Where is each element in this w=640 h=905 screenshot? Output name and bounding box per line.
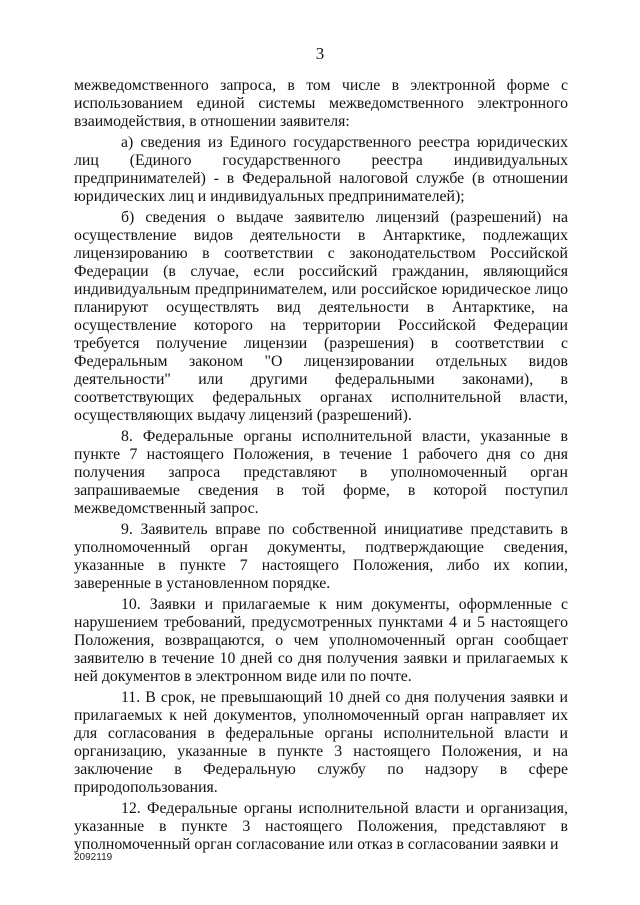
paragraph-10: 10. Заявки и прилагаемые к ним документы, оформленные с нарушением требований, предусмотренных пунктами 4 и 5 настоящего Положения, возвращаются, о чем уполномоченный орган сообщает заявителю в течение 10 дней со дня получения заявки и прилагаемых к ней документов в электронном виде или по почте.: [74, 596, 568, 685]
paragraph-item-a: а) сведения из Единого государственного реестра юридических лиц (Единого государственного реестра индивидуальных предпринимателей) - в Федеральной налоговой службе (в отношении юридических лиц и индивидуальных предпринимателей);: [74, 134, 568, 205]
paragraph-continuation: межведомственного запроса, в том числе в электронной форме с использованием единой системы межведомственного электронного взаимодействия, в отношении заявителя:: [74, 77, 568, 130]
document-code: 2092119: [74, 852, 113, 863]
paragraph-8: 8. Федеральные органы исполнительной власти, указанные в пункте 7 настоящего Положения, в течение 1 рабочего дня со дня получения запроса представляют в уполномоченный орган запрашиваемые сведения в той форме, в которой поступил межведомственный запрос.: [74, 428, 568, 517]
paragraph-9: 9. Заявитель вправе по собственной инициативе представить в уполномоченный орган документы, подтверждающие сведения, указанные в пункте 7 настоящего Положения, либо их копии, заверенные в установленном порядке.: [74, 521, 568, 592]
paragraph-12: 12. Федеральные органы исполнительной власти и организация, указанные в пункте 3 настоящего Положения, представляют в уполномоченный орган согласование или отказ в согласовании заявки и: [74, 800, 568, 853]
page-number: 3: [315, 44, 325, 63]
paragraph-item-b: б) сведения о выдаче заявителю лицензий (разрешений) на осуществление видов деятельности в Антарктике, подлежащих лицензированию в соответствии с законодательством Российской Федерации (в случае, если российский гражданин, являющийся индивидуальным предпринимателем, или российское юридическое лицо планируют осуществлять вид деятельности в Антарктике, на осуществление которого на территории Российской Федерации требуется получение лицензии (разрешения) в соответствии с Федеральным законом "О лицензировании отдельных видов деятельности" или другими федеральными законами), в соответствующих федеральных органах исполнительной власти, осуществляющих выдачу лицензий (разрешений).: [74, 209, 568, 424]
paragraph-11: 11. В срок, не превышающий 10 дней со дня получения заявки и прилагаемых к ней документов, уполномоченный орган направляет их для согласования в федеральные органы исполнительной власти и организацию, указанные в пункте 3 настоящего Положения, и на заключение в Федеральную службу по надзору в сфере природопользования.: [74, 689, 568, 796]
document-body: [74, 77, 568, 854]
